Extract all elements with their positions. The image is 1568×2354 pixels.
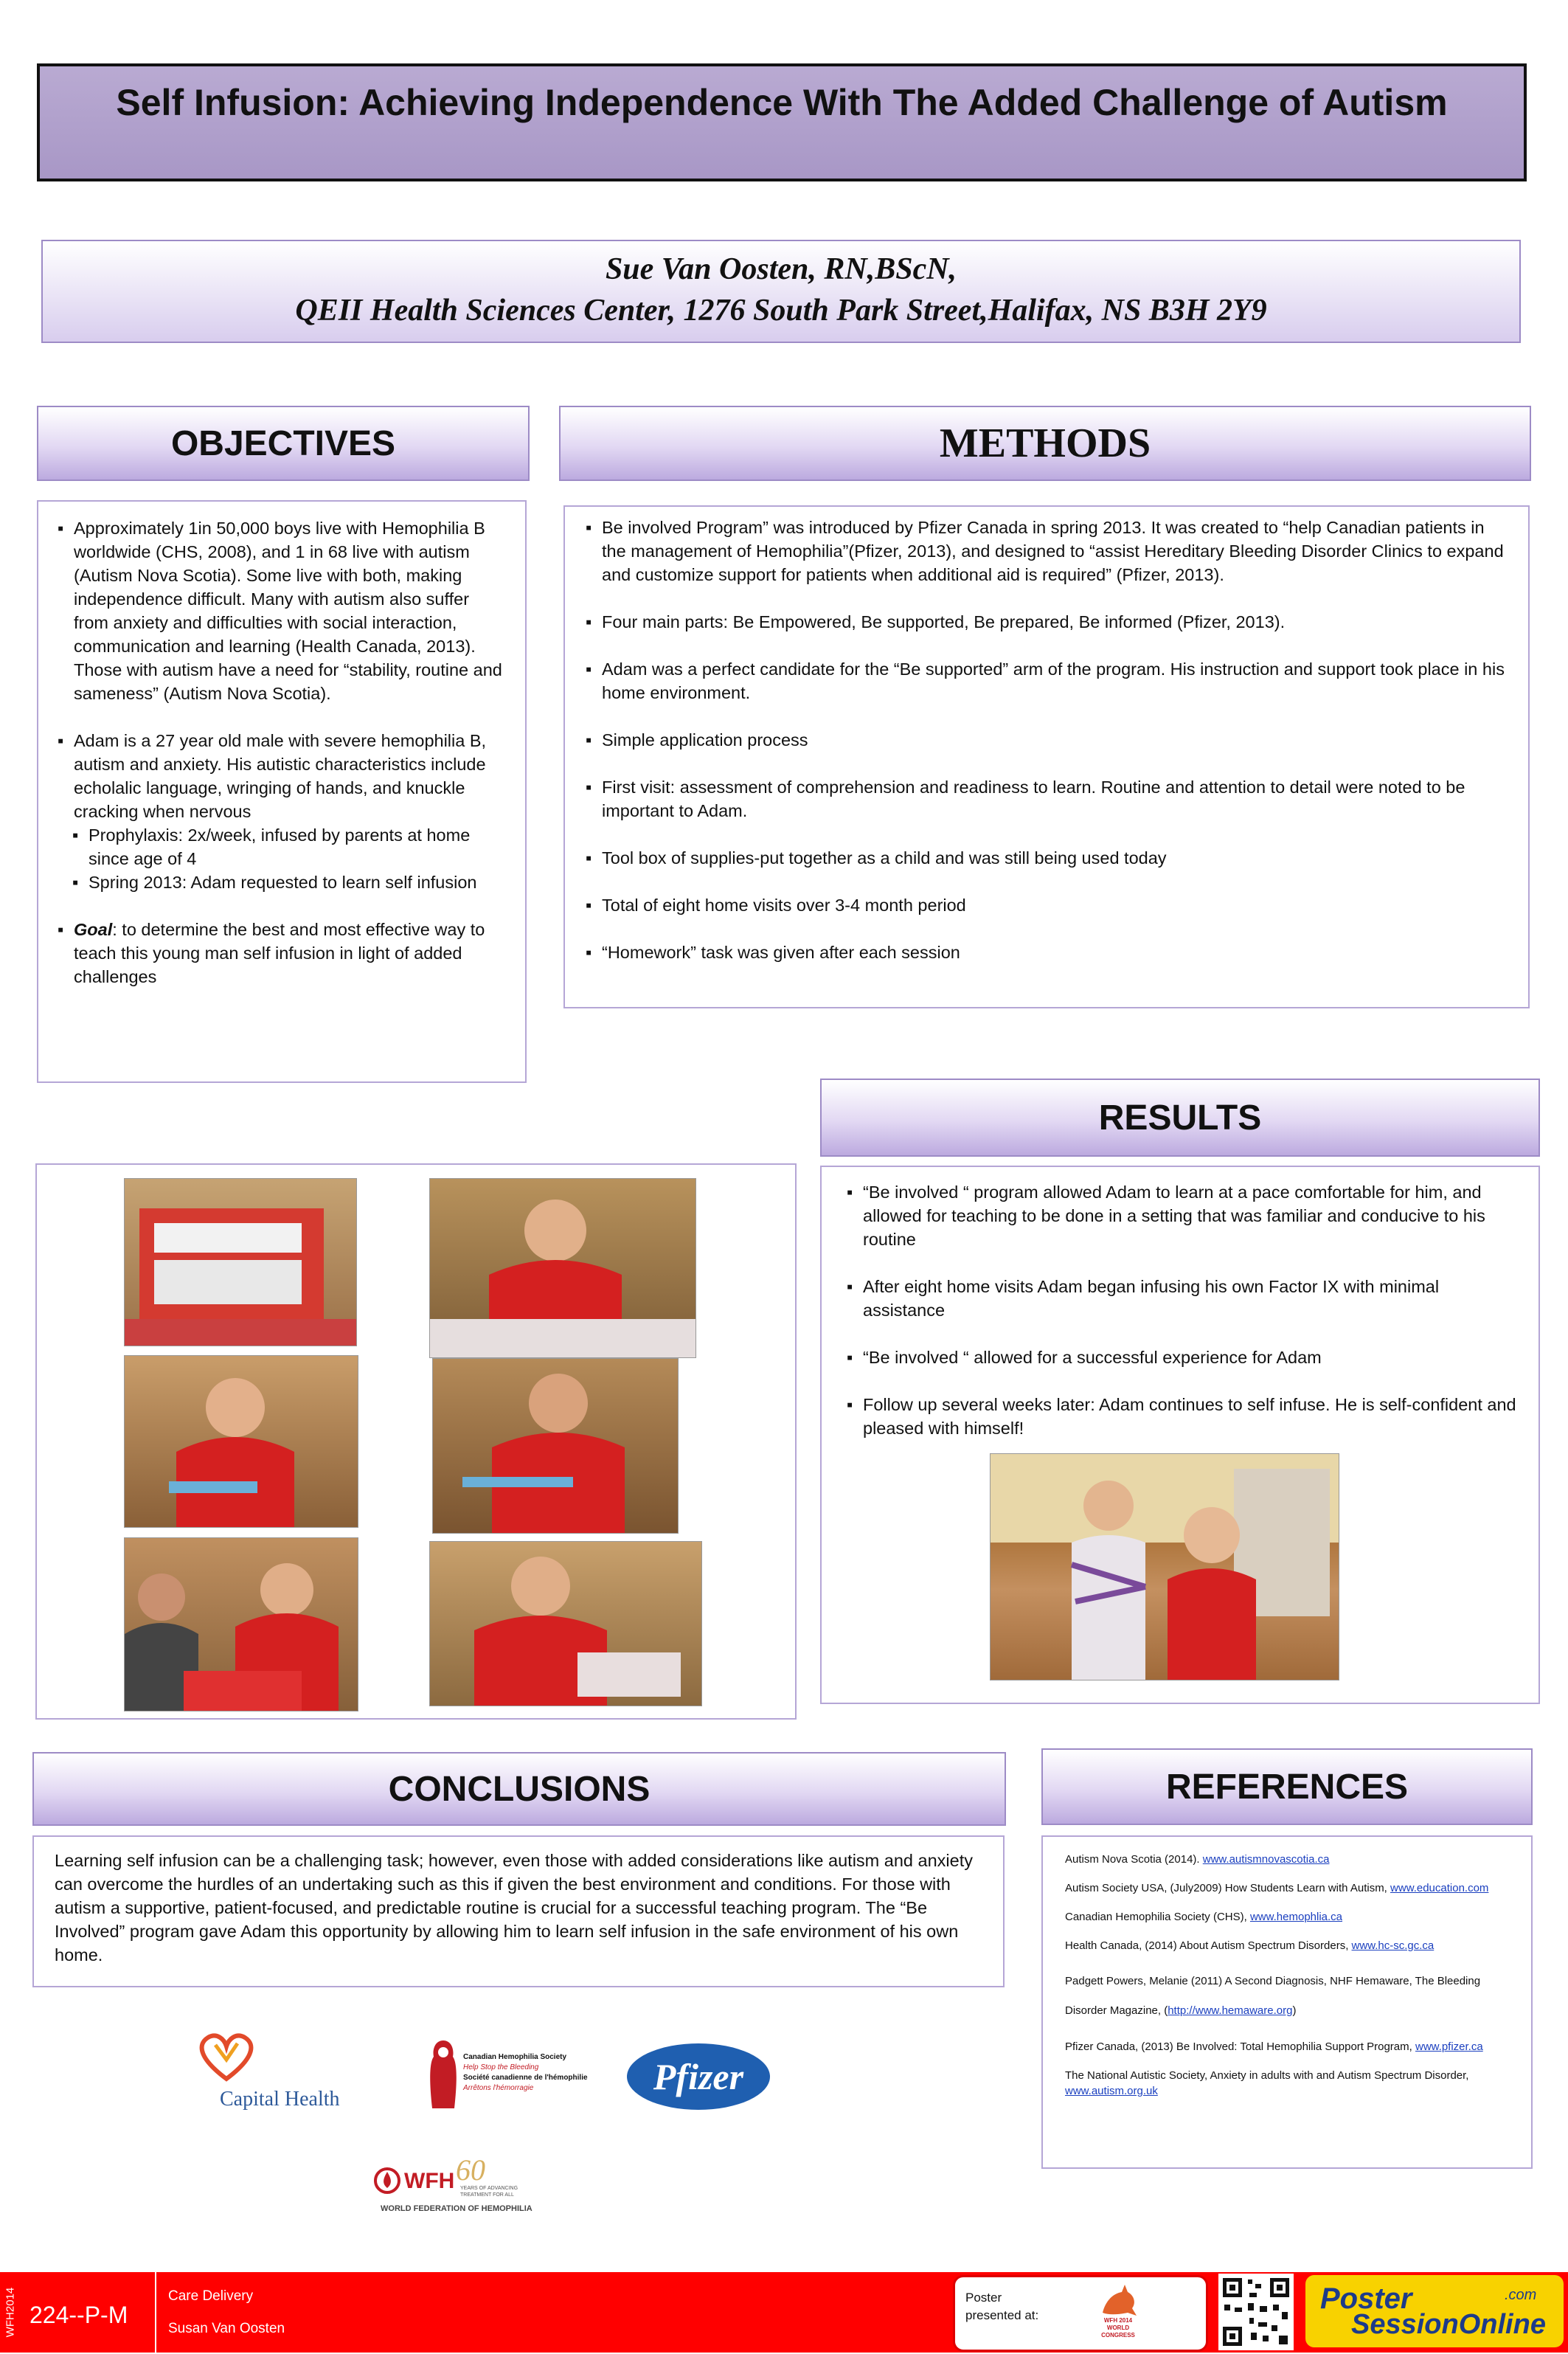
photo-adam-4	[429, 1541, 702, 1706]
pfizer-logo	[627, 2043, 770, 2110]
wfh-logo	[373, 2153, 543, 2218]
author-name: Sue Van Oosten, RN,BScN,	[605, 252, 957, 286]
results-item-2: ▪ After eight home visits Adam began infusing his own Factor IX with minimal assistance	[847, 1275, 1516, 1322]
wfh-60-text: 60	[456, 2153, 485, 2187]
methods-item-7: ▪ Total of eight home visits over 3-4 month period	[586, 893, 1509, 917]
results-heading: RESULTS	[1098, 1098, 1262, 1138]
reference-5-link[interactable]: http://www.hemaware.org	[1168, 2004, 1293, 2017]
reference-2	[1065, 1880, 1515, 1896]
methods-item-2: ▪ Four main parts: Be Empowered, Be supported, Be prepared, Be informed (Pfizer, 2013).	[586, 610, 1509, 634]
author-affiliation: QEII Health Sciences Center, 1276 South Park Street,Halifax, NS B3H 2Y9	[295, 294, 1267, 328]
photo-adam-3	[432, 1358, 679, 1534]
reference-3	[1065, 1909, 1515, 1925]
poster-title: Self Infusion: Achieving Independence With The Added Challenge of Autism	[116, 82, 1448, 123]
chs-text-3: Société canadienne de l'hémophilie	[463, 2074, 588, 2082]
conclusions-text: Learning self infusion can be a challenging task; however, even those with added considerations like autism and anxiety can overcome the hurdles of an undertaking such as this if given the best environment and conditions. For those with autism a supportive, patient-focused, and predictable routine is crucial for a successful teaching program. The “Be Involved” program gave Adam this opportunity by allowing him to learn self infusion in the safe environment of his own home.	[55, 1851, 973, 1964]
chs-text-1: Canadian Hemophilia Society	[463, 2053, 567, 2061]
conclusions-header	[32, 1752, 1006, 1826]
goal-label: Goal	[74, 920, 113, 939]
results-photo	[990, 1453, 1339, 1680]
methods-item-4: ▪ Simple application process	[586, 728, 1509, 752]
photo-collage-panel	[35, 1163, 797, 1720]
congress-text	[1085, 2317, 1151, 2339]
objectives-bullet-2: ▪ Adam is a 27 year old male with severe hemophilia B, autism and anxiety. His autistic characteristics include echolalic language, wringing of hands, and knuckle cracking when nervous	[58, 729, 507, 823]
reference-1-link[interactable]: www.autismnovascotia.ca	[1202, 1853, 1330, 1866]
presented-at-text	[965, 2289, 1038, 2324]
photo-adam-4-illustration	[430, 1542, 701, 1706]
references-panel	[1041, 1835, 1533, 2169]
footer-presenter: Susan Van Oosten	[168, 2321, 285, 2336]
objectives-panel	[37, 500, 527, 1083]
footer-side-label	[0, 2272, 21, 2353]
footer-side-text: WFH2014	[4, 2287, 17, 2338]
results-panel	[820, 1166, 1540, 1704]
chs-text	[463, 2052, 588, 2094]
reference-4-link[interactable]: www.hc-sc.gc.ca	[1351, 1939, 1435, 1952]
brand-word-1: Poster	[1320, 2282, 1412, 2315]
footer-code: 224--P-M	[30, 2302, 128, 2328]
wfh-full-name: WORLD FEDERATION OF HEMOPHILIA	[381, 2204, 533, 2213]
photo-adam-2	[124, 1355, 358, 1528]
conclusions-panel	[32, 1835, 1005, 1987]
reference-2-text: Autism Society USA, (July2009) How Students Learn with Autism,	[1065, 1882, 1391, 1894]
capital-health-text: Capital Health	[220, 2088, 340, 2111]
methods-header	[559, 406, 1531, 481]
results-list	[847, 1180, 1516, 1440]
objectives-sub-2: ▪ Spring 2013: Adam requested to learn self infusion	[58, 870, 507, 894]
chs-logo	[426, 2038, 603, 2119]
methods-item-5: ▪ First visit: assessment of comprehension and readiness to learn. Routine and attention to detail were noted to be important to Adam.	[586, 775, 1509, 823]
wfh-drop-icon	[373, 2167, 401, 2194]
wfh-tagline-2: TREATMENT FOR ALL	[460, 2192, 514, 2198]
objectives-list	[58, 516, 507, 823]
brand-word-2: SessionOnline	[1351, 2309, 1546, 2340]
poster-session-online-brand[interactable]	[1305, 2275, 1564, 2347]
reference-4-text: Health Canada, (2014) About Autism Spectrum Disorders,	[1065, 1939, 1352, 1952]
results-item-4: ▪ Follow up several weeks later: Adam continues to self infuse. He is self-confident and pleased with himself!	[847, 1393, 1516, 1440]
photo-nurse-adam-illustration	[125, 1538, 358, 1711]
methods-list	[586, 516, 1509, 964]
poster-title-box	[37, 63, 1527, 181]
pfizer-text: Pfizer	[653, 2056, 744, 2097]
presented-at-line-2: presented at:	[965, 2308, 1039, 2322]
conclusions-heading: CONCLUSIONS	[388, 1769, 651, 1809]
congress-logo	[1085, 2283, 1151, 2344]
reference-1-text: Autism Nova Scotia (2014).	[1065, 1853, 1203, 1866]
photo-toolbox	[124, 1178, 357, 1346]
reference-7-text: The National Autistic Society, Anxiety in adults with and Autism Spectrum Disorder,	[1065, 2069, 1469, 2082]
kangaroo-icon	[1095, 2283, 1139, 2317]
reference-3-text: Canadian Hemophilia Society (CHS),	[1065, 1911, 1250, 1923]
reference-5-text: Padgett Powers, Melanie (2011) A Second Diagnosis, NHF Hemaware, The Bleeding Disorder Magazine, (	[1065, 1975, 1481, 2017]
photo-adam-1	[429, 1178, 696, 1358]
reference-7	[1065, 2068, 1515, 2099]
methods-item-8: ▪ “Homework” task was given after each session	[586, 941, 1509, 964]
methods-panel	[563, 505, 1530, 1008]
results-item-3: ▪ “Be involved “ allowed for a successful experience for Adam	[847, 1346, 1516, 1369]
wfh-tagline	[460, 2185, 518, 2198]
references-header	[1041, 1748, 1533, 1825]
presented-at-line-1: Poster	[965, 2291, 1002, 2305]
brand-word-3: .com	[1505, 2287, 1537, 2303]
capital-health-heart-icon	[193, 2030, 260, 2082]
methods-item-1: ▪ Be involved Program” was introduced by Pfizer Canada in spring 2013. It was created to “help Canadian patients in the management of Hemophilia”(Pfizer, 2013), and designed to “assist Hereditary Bleeding Disorder Clinics to expand and customize support for patients when additional aid is required” (Pfizer, 2013).	[586, 516, 1509, 586]
results-item-1: ▪ “Be involved “ program allowed Adam to learn at a pace comfortable for him, and allowed for teaching to be done in a setting that was familiar and conducive to his routine	[847, 1180, 1516, 1251]
qr-code-icon	[1218, 2274, 1294, 2350]
reference-6-text: Pfizer Canada, (2013) Be Involved: Total Hemophilia Support Program,	[1065, 2040, 1415, 2053]
author-box	[41, 240, 1521, 343]
photo-toolbox-illustration	[125, 1179, 356, 1346]
reference-2-link[interactable]: www.education.com	[1390, 1882, 1489, 1894]
photo-nurse-adam	[124, 1537, 358, 1711]
reference-5-end: )	[1292, 2004, 1297, 2017]
results-header	[820, 1079, 1540, 1157]
methods-item-6: ▪ Tool box of supplies-put together as a child and was still being used today	[586, 846, 1509, 870]
reference-6-link[interactable]: www.pfizer.ca	[1415, 2040, 1483, 2053]
objectives-sub-1: ▪ Prophylaxis: 2x/week, infused by parents at home since age of 4	[58, 823, 507, 870]
footer-divider	[155, 2272, 156, 2353]
objectives-heading: OBJECTIVES	[170, 423, 396, 463]
objectives-goal-list	[58, 918, 507, 989]
references-heading: REFERENCES	[1165, 1767, 1409, 1807]
photo-adam-3-illustration	[433, 1359, 678, 1533]
congress-text-2: WORLD	[1106, 2324, 1130, 2331]
reference-6	[1065, 2039, 1515, 2054]
congress-text-1: WFH 2014	[1103, 2317, 1133, 2324]
goal-text: : to determine the best and most effective way to teach this young man self infusion in light of added challenges	[74, 920, 485, 986]
wfh-tagline-1: YEARS OF ADVANCING	[460, 2186, 518, 2191]
capital-health-logo	[193, 2030, 341, 2119]
reference-3-link[interactable]: www.hemophlia.ca	[1249, 1911, 1343, 1923]
objectives-header	[37, 406, 530, 481]
objectives-bullet-1: ▪ Approximately 1in 50,000 boys live with Hemophilia B worldwide (CHS, 2008), and 1 in 68 live with autism (Autism Nova Scotia). Some live with both, making independence difficult. Many with autism also suffer from anxiety and difficulties with social interaction, communication and learning (Health Canada, 2013). Those with autism have a need for “stability, routine and sameness” (Autism Nova Scotia).	[58, 516, 507, 705]
reference-5	[1065, 1967, 1515, 2026]
congress-text-3: CONGRESS	[1101, 2332, 1135, 2339]
chs-figure-icon	[426, 2038, 460, 2111]
objectives-sublist	[58, 823, 507, 894]
footer-bar	[0, 2272, 1568, 2353]
results-photo-illustration	[991, 1454, 1339, 1680]
reference-7-link[interactable]: www.autism.org.uk	[1065, 2085, 1158, 2097]
reference-1	[1065, 1852, 1515, 1867]
wfh-text: WFH	[404, 2169, 455, 2193]
qr-code[interactable]	[1218, 2274, 1294, 2350]
photo-adam-2-illustration	[125, 1356, 358, 1527]
methods-heading: METHODS	[939, 420, 1151, 466]
photo-adam-1-illustration	[430, 1179, 695, 1357]
chs-text-4: Arrêtons l'hémorragie	[463, 2084, 534, 2092]
footer-presented-at	[953, 2275, 1208, 2352]
methods-item-3: ▪ Adam was a perfect candidate for the “Be supported” arm of the program. His instruction and support took place in his home environment.	[586, 657, 1509, 705]
objectives-goal	[58, 918, 507, 989]
reference-4	[1065, 1938, 1515, 1953]
chs-text-2: Help Stop the Bleeding	[463, 2063, 539, 2071]
footer-category: Care Delivery	[168, 2288, 254, 2304]
